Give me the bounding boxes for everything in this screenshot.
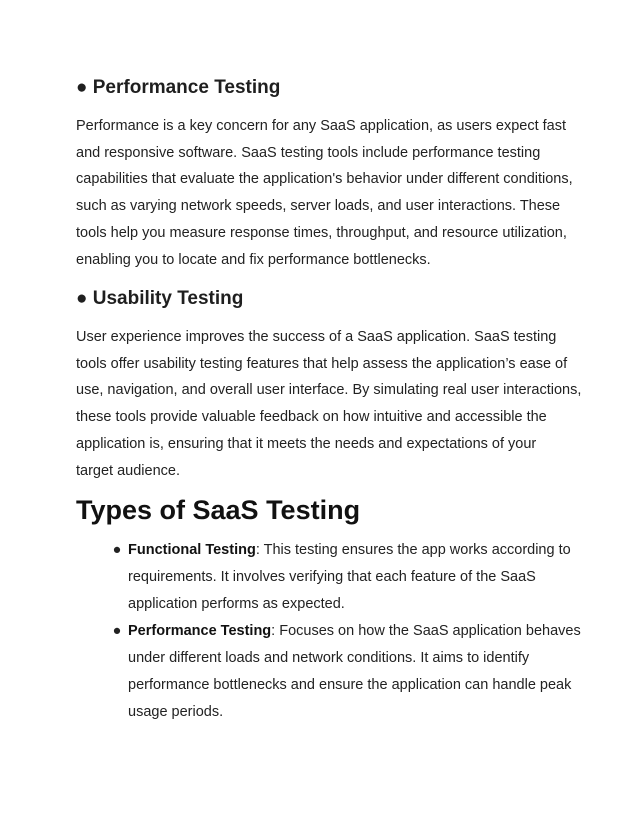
bullet-line: application performs as expected. bbox=[128, 596, 345, 612]
paragraph-line: capabilities that evaluate the application's behavior under different conditions, bbox=[76, 171, 573, 188]
paragraph-line: Performance is a key concern for any SaaS application, as users expect fast bbox=[76, 118, 567, 134]
bullet-dot: ● bbox=[112, 623, 122, 639]
paragraph-line: User experience improves the success of a SaaS application. SaaS testing bbox=[76, 329, 557, 345]
bullet-line: usage periods. bbox=[128, 704, 224, 720]
bullet-text: : Focuses on how the SaaS application behaves bbox=[271, 623, 581, 639]
paragraph-line: and responsive software. SaaS testing tools include performance testing bbox=[76, 144, 541, 161]
paragraph-usability-testing bbox=[76, 324, 582, 484]
list-item-functional-testing bbox=[76, 537, 596, 618]
bullet-dot: ● bbox=[112, 542, 122, 558]
paragraph-line: such as varying network speeds, server loads, and user interactions. These bbox=[76, 198, 561, 215]
bullet-text: : This testing ensures the app works according to bbox=[255, 542, 571, 558]
types-heading: Types of SaaS Testing bbox=[76, 495, 361, 525]
paragraph-line: application is, ensuring that it meets the needs and expectations of your bbox=[76, 435, 537, 452]
section-heading-performance-testing: ● Performance Testing bbox=[76, 77, 281, 98]
section-heading-usability-testing: ● Usability Testing bbox=[76, 288, 244, 309]
paragraph-performance-testing bbox=[76, 113, 576, 273]
bullet-line: performance bottlenecks and ensure the application can handle peak bbox=[128, 677, 572, 693]
bullet-first-line bbox=[128, 618, 596, 645]
paragraph-line: enabling you to locate and fix performance bottlenecks. bbox=[76, 251, 431, 268]
list-item-performance-testing bbox=[76, 618, 596, 726]
bullet-line: under different loads and network conditions. It aims to identify bbox=[128, 650, 530, 666]
types-bullet-list bbox=[76, 537, 596, 726]
paragraph-line: these tools provide valuable feedback on how intuitive and accessible the bbox=[76, 409, 547, 426]
paragraph-line: use, navigation, and overall user interface. By simulating real user interactions, bbox=[76, 382, 582, 399]
paragraph-line: tools help you measure response times, throughput, and resource utilization, bbox=[76, 224, 567, 241]
bullet-line: requirements. It involves verifying that each feature of the SaaS bbox=[128, 569, 536, 585]
paragraph-line: target audience. bbox=[76, 462, 180, 479]
paragraph-line: tools offer usability testing features that help assess the application’s ease of bbox=[76, 355, 568, 372]
bullet-term: Functional Testing bbox=[128, 542, 256, 558]
bullet-first-line bbox=[128, 537, 596, 564]
bullet-term: Performance Testing bbox=[128, 623, 272, 639]
